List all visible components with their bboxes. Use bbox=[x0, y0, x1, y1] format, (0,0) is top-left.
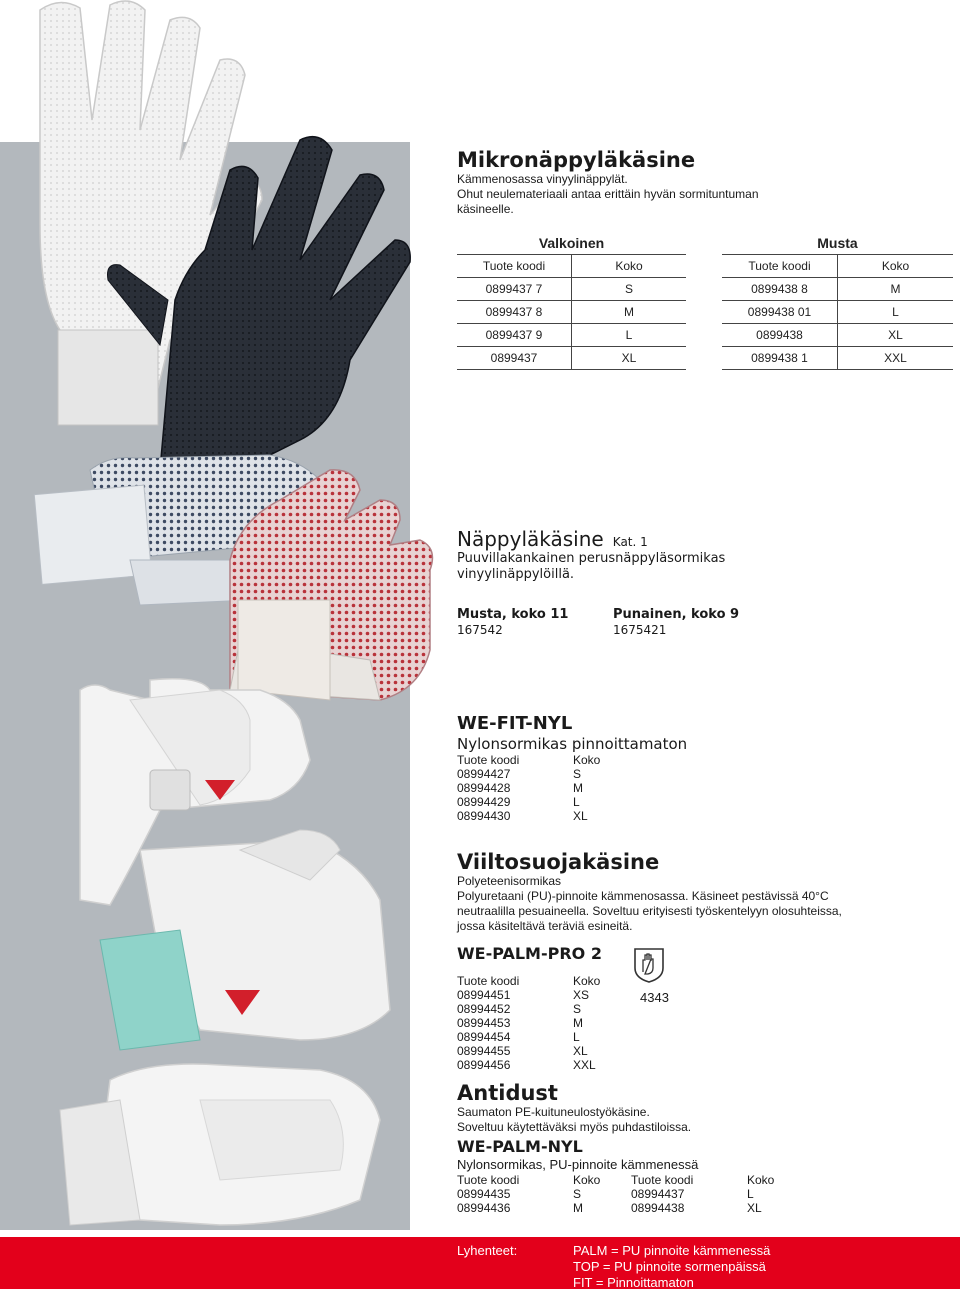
section-nappylakasine bbox=[457, 527, 725, 583]
column-header: Koko bbox=[747, 1173, 775, 1187]
table-cell: 0899437 8 bbox=[457, 301, 572, 324]
section-title: Näppyläkäsine bbox=[457, 527, 604, 551]
table-row bbox=[457, 781, 600, 795]
section-title: Mikronäppyläkäsine bbox=[457, 148, 696, 172]
table-row bbox=[457, 1187, 774, 1201]
description-line: Polyeteenisormikas bbox=[457, 874, 562, 888]
table-row bbox=[457, 1030, 600, 1044]
column-header: Koko bbox=[572, 255, 687, 278]
size-table bbox=[457, 974, 600, 1072]
table-row bbox=[457, 988, 600, 1002]
footer-line: FIT = Pinnoittamaton bbox=[573, 1275, 694, 1290]
section-title: WE-FIT-NYL bbox=[457, 713, 573, 734]
spec-table bbox=[457, 232, 953, 370]
table-cell: 08994427 bbox=[457, 767, 511, 781]
description-line: vinyylinäppylöillä. bbox=[457, 567, 575, 582]
description-line: jossa käsiteltävä teräviä esineitä. bbox=[457, 919, 633, 933]
table-cell: 0899437 bbox=[457, 347, 572, 370]
table-cell: 08994455 bbox=[457, 1044, 511, 1058]
footer-line: PALM = PU pinnoite kämmenessä bbox=[573, 1243, 771, 1258]
table-cell: S bbox=[573, 1002, 582, 1016]
table-cell: XL bbox=[573, 809, 588, 823]
table-cell: L bbox=[747, 1187, 754, 1201]
variant-black bbox=[457, 607, 617, 638]
description-line: Polyuretaani (PU)-pinnoite kämmenosassa. Käsineet pestävissä 40°C bbox=[457, 889, 829, 903]
column-header: Tuote koodi bbox=[722, 255, 838, 278]
column-header: Tuote koodi bbox=[457, 974, 520, 988]
table-header-black: Musta bbox=[722, 232, 953, 255]
table-cell: 0899438 8 bbox=[722, 278, 838, 301]
column-header: Tuote koodi bbox=[457, 753, 520, 767]
table-cell: XL bbox=[572, 347, 687, 370]
table-cell: 08994456 bbox=[457, 1058, 511, 1072]
description-line: käsineelle. bbox=[457, 202, 514, 216]
table-cell: M bbox=[573, 1201, 583, 1215]
column-header: Koko bbox=[573, 1173, 601, 1187]
en388-hand-shield-icon bbox=[632, 946, 666, 984]
size-table bbox=[457, 753, 600, 823]
footer-line: TOP = PU pinnoite sormenpäissä bbox=[573, 1259, 766, 1274]
table-row bbox=[457, 1058, 600, 1072]
variant-red bbox=[613, 607, 793, 638]
section-viiltosuojakasine bbox=[457, 850, 927, 964]
table-cell: S bbox=[573, 1187, 582, 1201]
category-label: Kat. 1 bbox=[612, 535, 648, 549]
description-line: Ohut neulemateriaali antaa erittäin hyvän sormituntuman bbox=[457, 187, 759, 201]
model-name: WE-PALM-PRO 2 bbox=[457, 944, 602, 963]
section-subtitle: Nylonsormikas, PU-pinnoite kämmenessä bbox=[457, 1157, 699, 1172]
size-table bbox=[457, 1173, 774, 1215]
section-mikronappylakasine bbox=[457, 148, 759, 217]
section-title: Antidust bbox=[457, 1081, 558, 1105]
table-cell: XL bbox=[838, 324, 954, 347]
table-cell: M bbox=[573, 781, 583, 795]
table-cell: 08994437 bbox=[631, 1187, 685, 1201]
table-cell: M bbox=[838, 278, 954, 301]
table-cell: 0899437 9 bbox=[457, 324, 572, 347]
column-header: Koko bbox=[573, 753, 601, 767]
variant-label: Punainen, koko 9 bbox=[613, 607, 740, 622]
table-row bbox=[457, 809, 600, 823]
table-row bbox=[457, 767, 600, 781]
table-row bbox=[457, 1044, 600, 1058]
description-line: Saumaton PE-kuituneulostyökäsine. bbox=[457, 1105, 650, 1119]
table-cell: 08994429 bbox=[457, 795, 511, 809]
section-title: Viiltosuojakäsine bbox=[457, 850, 660, 874]
mikro-spec-table bbox=[457, 232, 953, 370]
column-header: Tuote koodi bbox=[457, 255, 572, 278]
table-row bbox=[457, 1201, 774, 1215]
palm-pro-size-table bbox=[457, 974, 600, 1072]
section-subtitle: Nylonsormikas pinnoittamaton bbox=[457, 735, 688, 753]
table-cell: XXL bbox=[573, 1058, 596, 1072]
description-line: Puuvillakankainen perusnäppyläsormikas bbox=[457, 551, 726, 566]
table-cell: 08994436 bbox=[457, 1201, 511, 1215]
table-header-white: Valkoinen bbox=[457, 232, 686, 255]
column-header: Tuote koodi bbox=[457, 1173, 520, 1187]
norm-code: 4343 bbox=[640, 990, 669, 1005]
table-cell: 0899437 7 bbox=[457, 278, 572, 301]
variant-label: Musta, koko 11 bbox=[457, 607, 569, 622]
table-cell: S bbox=[572, 278, 687, 301]
table-cell: 0899438 bbox=[722, 324, 838, 347]
description-line: neutraalilla pesuaineella. Soveltuu erityisesti työskentelyyn olosuhteissa, bbox=[457, 904, 842, 918]
table-cell: 08994438 bbox=[631, 1201, 685, 1215]
table-cell: S bbox=[573, 767, 582, 781]
variant-code: 167542 bbox=[457, 623, 503, 637]
table-cell: 08994454 bbox=[457, 1030, 511, 1044]
variant-code: 1675421 bbox=[613, 623, 667, 637]
column-header: Tuote koodi bbox=[631, 1173, 694, 1187]
table-cell: M bbox=[573, 1016, 583, 1030]
footer-label: Lyhenteet: bbox=[457, 1243, 518, 1258]
table-row bbox=[457, 1016, 600, 1030]
en388-pictogram bbox=[632, 946, 676, 1005]
table-cell: 08994451 bbox=[457, 988, 511, 1002]
section-antidust bbox=[457, 1081, 927, 1215]
column-header: Koko bbox=[573, 974, 601, 988]
antidust-white-glove-image bbox=[60, 1064, 380, 1225]
table-cell: XS bbox=[573, 988, 590, 1002]
table-cell: 08994428 bbox=[457, 781, 511, 795]
table-cell: L bbox=[572, 324, 687, 347]
table-row bbox=[457, 1002, 600, 1016]
turquoise-cuff-glove-image bbox=[100, 830, 390, 1050]
table-cell: 0899438 01 bbox=[722, 301, 838, 324]
table-cell: 08994435 bbox=[457, 1187, 511, 1201]
table-cell: 0899438 1 bbox=[722, 347, 838, 370]
section-we-fit-nyl bbox=[457, 713, 687, 823]
model-name: WE-PALM-NYL bbox=[457, 1137, 583, 1156]
table-cell: XL bbox=[573, 1044, 588, 1058]
table-cell: M bbox=[572, 301, 687, 324]
table-cell: 08994452 bbox=[457, 1002, 511, 1016]
table-cell: 08994430 bbox=[457, 809, 511, 823]
table-cell: L bbox=[573, 795, 580, 809]
glove-product-illustrations bbox=[0, 0, 440, 1230]
description-line: Kämmenosassa vinyylinäppylät. bbox=[457, 172, 628, 186]
table-cell: L bbox=[838, 301, 954, 324]
table-cell: XL bbox=[747, 1201, 762, 1215]
footer-bar bbox=[0, 1237, 960, 1289]
table-row bbox=[457, 795, 600, 809]
column-header: Koko bbox=[838, 255, 954, 278]
table-cell: L bbox=[573, 1030, 580, 1044]
table-cell: XXL bbox=[838, 347, 954, 370]
description-line: Soveltuu käytettäväksi myös puhdastiloissa. bbox=[457, 1120, 692, 1134]
table-cell: 08994453 bbox=[457, 1016, 511, 1030]
